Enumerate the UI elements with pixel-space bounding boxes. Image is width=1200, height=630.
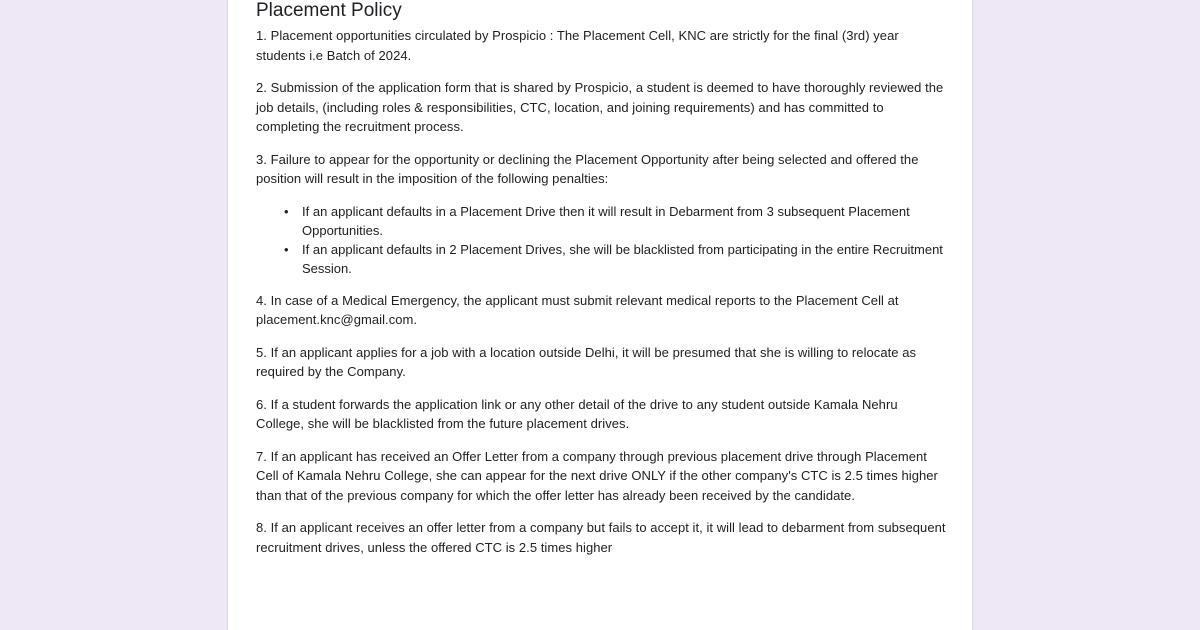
section-title: Placement Policy xyxy=(256,0,402,21)
form-page xyxy=(227,0,973,630)
form-description xyxy=(256,0,946,557)
policy-point-7: 7. If an applicant has received an Offer Letter from a company through previous placement drive through Placement Cell of Kamala Nehru College, she can appear for the next drive ONLY if the other company's CTC is 2.5 times higher than that of the previous company for which the offer letter has already been received by the candidate. xyxy=(256,448,938,503)
policy-point-5: 5. If an applicant applies for a job with a location outside Delhi, it will be presumed that she is willing to relocate as required by the Company. xyxy=(256,344,917,379)
penalty-item-text: If an applicant defaults in 2 Placement Drives, she will be blacklisted from participating in the entire Recruitment Session. xyxy=(302,241,943,276)
policy-point-4: 4. In case of a Medical Emergency, the applicant must submit relevant medical reports to the Placement Cell at placement.knc@gmail.com. xyxy=(256,292,899,327)
penalty-list xyxy=(256,202,946,278)
policy-point-3: 3. Failure to appear for the opportunity or declining the Placement Opportunity after being selected and offered the position will result in the imposition of the following penalties: xyxy=(256,151,919,186)
penalty-item: • If an applicant defaults in a Placement Drive then it will result in Debarment from 3 subsequent Placement Opportunities. xyxy=(284,203,910,238)
penalty-item: • If an applicant defaults in 2 Placement Drives, she will be blacklisted from participating in the entire Recruitment Session. xyxy=(284,241,943,276)
policy-point-1: 1. Placement opportunities circulated by Prospicio : The Placement Cell, KNC are strictly for the final (3rd) year students i.e Batch of 2024. xyxy=(256,28,899,63)
policy-point-8: 8. If an applicant receives an offer letter from a company but fails to accept it, it will lead to debarment from subsequent recruitment drives, unless the offered CTC is 2.5 times higher xyxy=(256,520,946,555)
policy-point-2: 2. Submission of the application form that is shared by Prospicio, a student is deemed to have thoroughly reviewed the job details, (including roles & responsibilities, CTC, location, and joining requirements) and has committed to completing the recruitment process. xyxy=(256,80,944,134)
penalty-item-text: If an applicant defaults in a Placement Drive then it will result in Debarment from 3 subsequent Placement Opportunities. xyxy=(302,203,910,238)
policy-point-6: 6. If a student forwards the application link or any other detail of the drive to any student outside Kamala Nehru College, she will be blacklisted from the future placement drives. xyxy=(256,396,898,431)
